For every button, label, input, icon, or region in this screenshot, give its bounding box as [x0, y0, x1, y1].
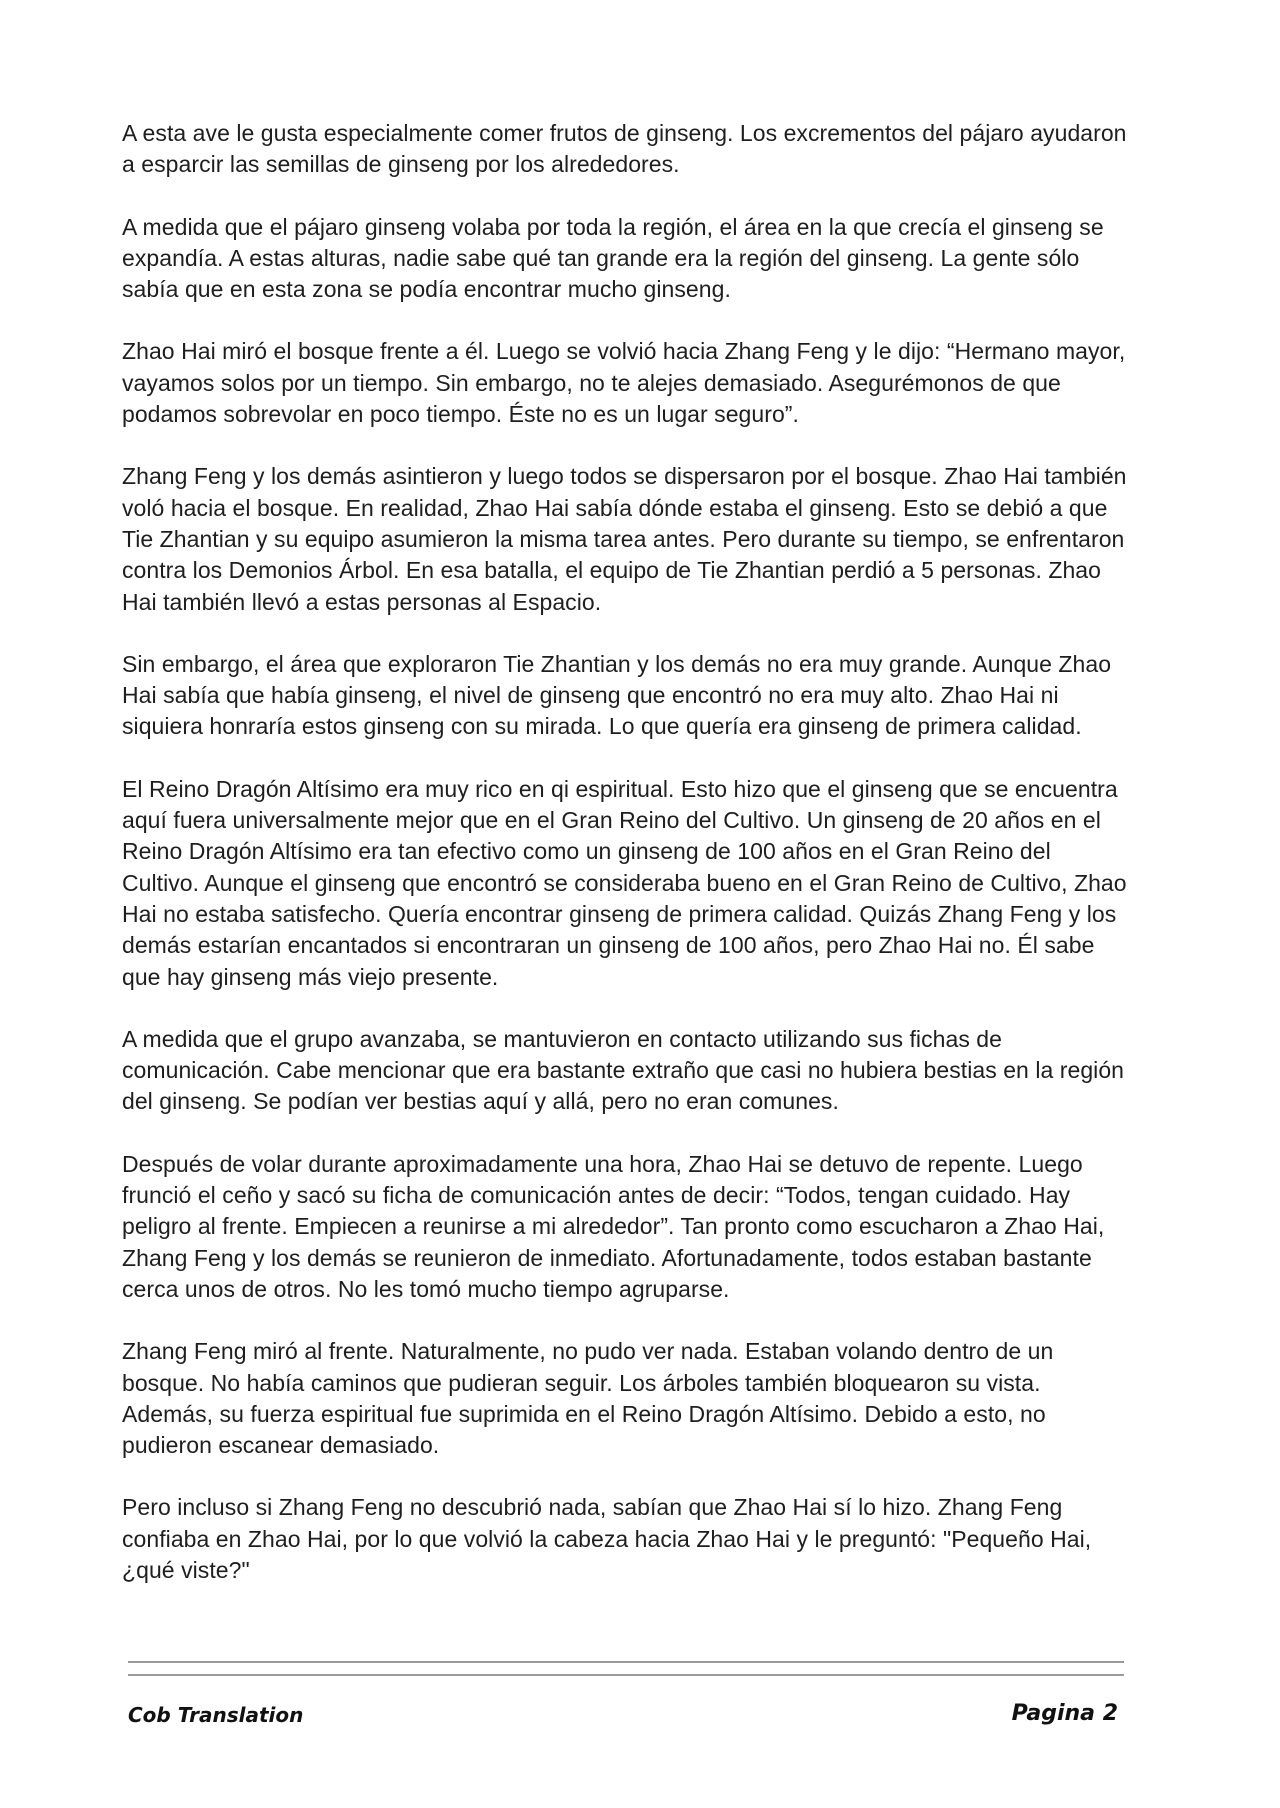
paragraph: El Reino Dragón Altísimo era muy rico en qi espiritual. Esto hizo que el ginseng que se encuentra aquí fuera universalmente mejor que en el Gran Reino del Cultivo. Un ginseng de 20 años en el Reino Dragón Altísimo era tan efectivo como un ginseng de 100 años en el Gran Reino del Cultivo. Aunque el ginseng que encontró se consideraba bueno en el Gran Reino de Cultivo, Zhao Hai no estaba satisfecho. Quería encontrar ginseng de primera calidad. Quizás Zhang Feng y los demás estarían encantados si encontraran un ginseng de 100 años, pero Zhao Hai no. Él sabe que hay ginseng más viejo presente. — [122, 775, 1127, 990]
paragraph: A medida que el grupo avanzaba, se mantuvieron en contacto utilizando sus fichas de comunicación. Cabe mencionar que era bastante extraño que casi no hubiera bestias en la región del ginseng. Se podían ver bestias aquí y allá, pero no eran comunes. — [122, 1025, 1124, 1115]
paragraph: Pero incluso si Zhang Feng no descubrió nada, sabían que Zhao Hai sí lo hizo. Zhang Feng confiaba en Zhao Hai, por lo que volvió la cabeza hacia Zhao Hai y le preguntó: "Pequeño Hai, ¿qué viste?" — [122, 1494, 1092, 1583]
paragraph: Sin embargo, el área que exploraron Tie Zhantian y los demás no era muy grande. Aunque Zhao Hai sabía que había ginseng, el nivel de ginseng que encontró no era muy alto. Zhao Hai ni siquiera honraría estos ginseng con su mirada. Lo que quería era ginseng de primera calidad. — [122, 650, 1112, 740]
paragraph: Zhang Feng miró al frente. Naturalmente, no pudo ver nada. Estaban volando dentro de un bosque. No había caminos que pudieran seguir. Los árboles también bloquearon su vista. Además, su fuerza espiritual fue suprimida en el Reino Dragón Altísimo. Debido a esto, no pudieron escanear demasiado. — [122, 1338, 1054, 1459]
paragraph: Después de volar durante aproximadamente una hora, Zhao Hai se detuvo de repente. Luego frunció el ceño y sacó su ficha de comunicación antes de decir: “Todos, tengan cuidado. Hay peligro al frente. Empiecen a reunirse a mi alrededor”. Tan pronto como escucharon a Zhao Hai, Zhang Feng y los demás se reunieron de inmediato. Afortunadamente, todos estaban bastante cerca unos de otros. No les tomó mucho tiempo agruparse. — [122, 1150, 1105, 1302]
paragraph: Zhao Hai miró el bosque frente a él. Luego se volvió hacia Zhang Feng y le dijo: “Hermano mayor, vayamos solos por un tiempo. Sin embargo, no te alejes demasiado. Asegurémonos de que podamos sobrevolar en poco tiempo. Éste no es un lugar seguro”. — [122, 338, 1126, 428]
paragraph: Zhang Feng y los demás asintieron y luego todos se dispersaron por el bosque. Zhao Hai también voló hacia el bosque. En realidad, Zhao Hai sabía dónde estaba el ginseng. Esto se debió a que Tie Zhantian y su equipo asumieron la misma tarea antes. Pero durante su tiempo, se enfrentaron contra los Demonios Árbol. En esa batalla, el equipo de Tie Zhantian perdió a 5 personas. Zhao Hai también llevó a estas personas al Espacio. — [122, 463, 1127, 615]
footer-page-number: Pagina 2 — [1011, 1701, 1118, 1726]
footer-translator-credit: Cob Translation — [128, 1703, 304, 1727]
paragraph: A medida que el pájaro ginseng volaba por toda la región, el área en la que crecía el ginseng se expandía. A estas alturas, nadie sabe qué tan grande era la región del ginseng. La gente sólo sabía que en esta zona se podía encontrar mucho ginseng. — [122, 213, 1104, 303]
body-text — [122, 118, 1132, 1617]
footer-divider-top — [128, 1661, 1124, 1663]
paragraph: A esta ave le gusta especialmente comer frutos de ginseng. Los excrementos del pájaro ayudaron a esparcir las semillas de ginseng por los alrededores. — [122, 120, 1127, 178]
footer-divider-bottom — [128, 1674, 1124, 1676]
